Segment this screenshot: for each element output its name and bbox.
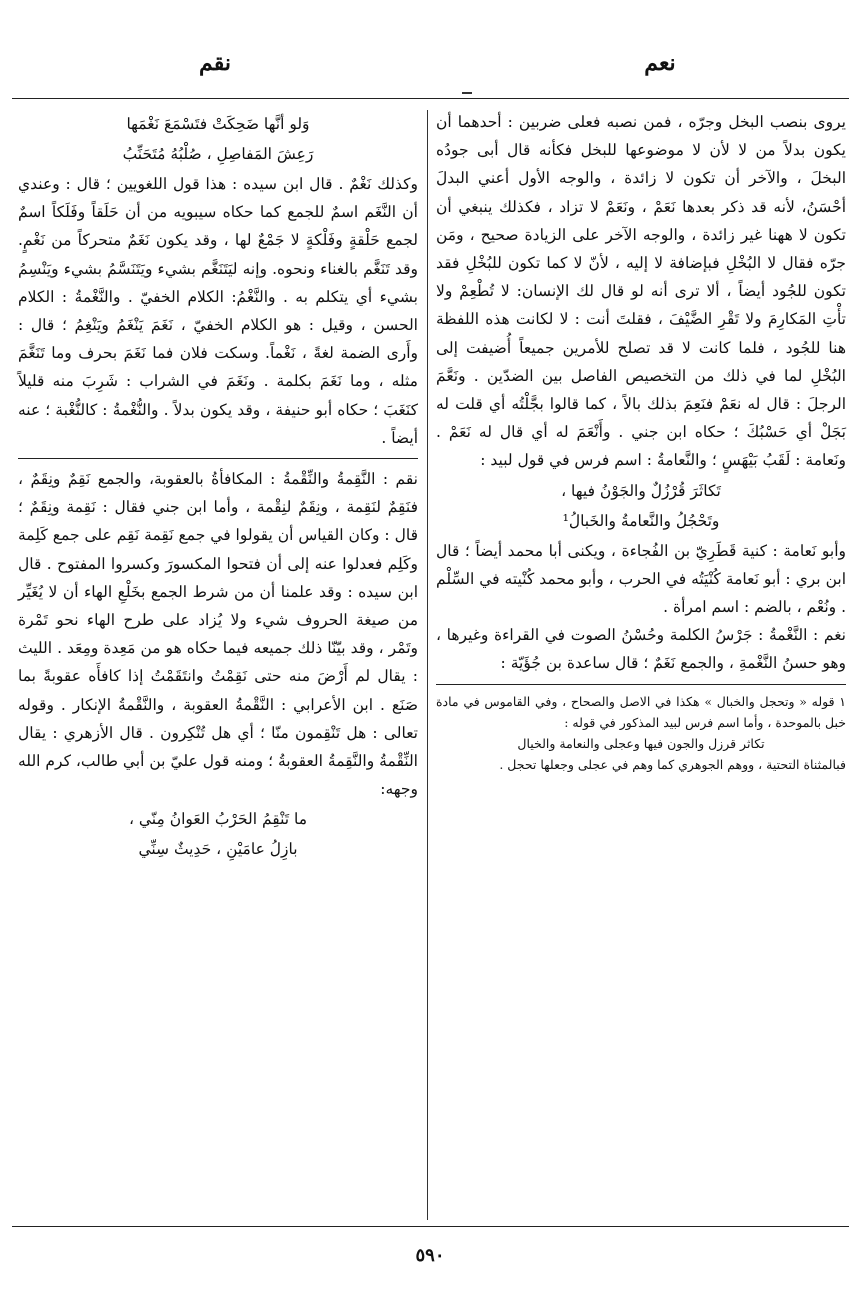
footnote-text: ١ قوله « وتحجل والخبال » هكذا في الاصل والصحاح ، وفي القاموس في مادة خبل بالموحدة ، وأما اسم فرس لبيد المذكور في قوله : <box>436 693 846 730</box>
footnote-verse: تكاثر قرزل والجون فيها وعجلى والنعامة والخيال <box>517 735 765 751</box>
entry-nagham: نغم : النَّغْمةُ : جَرْسُ الكلمة وحُسْنُ الصوت في القراءة وغيرها ، وهو حسنُ النَّغْمةِ ، والجمع نَغَمٌ ؛ قال ساعدة بن جُؤَيّة : <box>436 626 846 673</box>
verse-line: تَكاثَرَ قُرْزُلٌ والجَوْنُ فيها ، <box>561 481 721 500</box>
verse-line: بازِلُ عامَيْنِ ، حَدِيثٌ سِنِّي <box>138 840 298 859</box>
header-entry-left: نقم <box>199 50 231 76</box>
footnote-text: فبالمثناة التحتية ، ووهم الجوهري كما وهم في عجلى وجعلها تحجل . <box>499 756 846 772</box>
verse-line: وتَحْجُلُ والنَّعامةُ والخَبالُ¹ <box>562 511 720 530</box>
page-number: ٥٩٠ <box>415 1245 445 1266</box>
entry-naqam: نقم : النَّقِمةُ والنِّقْمةُ : المكافأةُ بالعقوبة، والجمع نَقِمٌ ونِقَمٌ ، فنَقِمٌ لنَقِمة ، ونِقَمٌ لنِقْمة ، وأما ابن جني فقال : نَقِمة ونِقَمٌ ؛ قال : وكان القياس أن يقولوا في جمع نَقِمة نَقِم على جمع كَلِمة وكَلِم فعدلوا عنه إلى أن فتحوا المكسورَ وكسروا المفتوح . قال ابن سيده : وقد علمنا أن من شرط الجمع بخَلْعِ الهاء أن لا يُغَيِّر من صيغة الحروف شيء ولا يُزاد على طرح الهاء نحو تَمْرة وتَمْر ، وقد بيّنّا ذلك جميعه فيما حكاه هو من مَعِدة ومِعَد . الليث : يقال لم أَرْضَ منه حتى نَقِمْتُ وانتَقَمْتُ إذا كافأَه عقوبةً بما صَنَع . ابن الأعرابي : النَّقْمةُ العقوبة ، والنَّقْمةُ الإنكار . وقوله تعالى : هل تَنْقِمون منّا ؛ أي هل تُنْكِرون . قال الأزهري : يقال النِّقْمةُ والنَّقِمةُ العقوبةُ ؛ ومنه قول عليّ بن أبي طالب، كرم الله وجهه: <box>18 470 418 799</box>
bottom-rule <box>12 1226 849 1227</box>
footnote-separator <box>436 684 846 685</box>
header-entry-right: نعم <box>644 50 676 76</box>
verse-line: ما تَنْقِمُ الحَرْبُ العَوانُ مِنّي ، <box>128 810 308 829</box>
header-mark <box>462 92 472 94</box>
verse-line: رَعِشَ المَفاصِلِ ، صُلْبُهُ مُتَحَنِّبُ <box>122 145 314 163</box>
column-divider <box>427 110 428 1220</box>
right-paragraph: وأبو نَعامة : كنية قَطَرِيّ بن الفُجاءة ، ويكنى أبا محمد أيضاً ؛ قال ابن بري : أبو نَعامة كُنْيَتُه في الحرب ، وأبو محمد كُنْيته في السِّلْم . ونُعْم ، بالضم : اسم امرأة . <box>436 541 846 617</box>
verse-line: وَلو أنَّها ضَحِكَتْ فتَسْمَعَ نَغْمَها <box>126 115 310 133</box>
top-rule <box>12 98 849 99</box>
right-paragraph: يروى بنصب البخل وجرّه ، فمن نصبه فعلى ضربين : أحدهما أن يكون بدلاً من لا لأن لا موضوعها للبخل فكأنه قال أبى جودُه البخلَ ، والآخر أن تكون لا زائدة ، والوجه الأول أعني البدلَ أحْسَنُ، لأنه قد ذكر بعدها نَعَمْ ، ونَعَمْ لا تزاد ، فكذلك ينبغي أن تكون لا ههنا غير زائدة ، والوجه الآخر على الزيادة صحيح ، ومَن جرّه فقال لا البُخْلِ فبإضافة لا إليه ، لأنّ لا كما تكون للبُخْلِ فقد تكون للجُود أيضاً ، ألا ترى أنه لو قال لك الإنسان: لا تُطْعِمْ ولا تأْتِ المَكارِمَ ولا تَقْرِ الضَّيْفَ ، فقلتَ أنت : لا لكانت هذه اللفظة هنا للجُود ، فلما كانت لا قد تصلح للأمرين جميعاً أُضيفت إلى البُخْلِ لما في ذلك من التخصيص الفاصل بين الضدّين . ونَعَّمَ الرجلَ : قال له نعَمْ فنَعِمَ بذلك بالاً ، كما قالوا بجَّلْتُه أي قلت له بَجَلْ أي حَسْبُكَ ؛ حكاه ابن جني . وأَنْعَمَ له أي قال له نَعَمْ . ونَعامة : لَقَبُ بَيْهَسٍ ؛ والنَّعامةُ : اسم فرس في قول لبيد : <box>436 113 847 470</box>
left-paragraph: وكذلك نَغْمٌ . قال ابن سيده : هذا قول اللغويين ؛ قال : وعندي أن النَّغَم اسمٌ للجمع كما حكاه سيبويه من أن حَلَقاً وفَلَكاً اسمٌ لجمع حَلْقةٍ وفَلْكةٍ لا جَمْعٌ لها ، وقد يكون نَغَمٌ متحركاً من نَغْمٍ. وقد تَنَغَّم بالغناء ونحوه. وإنه ليَتَنَغَّم بشيء ويَتَنَسَّمُ بشيء ويَنْسِمُ بشيء أي يتكلم به . والنَّغْمُ: الكلام الخفيّ . والنَّغْمةُ : الكلام الحسن ، وقيل : هو الكلام الخفيّ ، نَغَمَ يَنْغَمُ ويَنْغِمُ ؛ قال : وأَرى الضمة لغةً ، نَغْماً. وسكت فلان فما نَغَمَ بحرف وما تَنَغَّمَ مثله ، وما نَغَمَ بكلمة . ونَغَمَ في الشراب : شَرِبَ منه قليلاً كنَغَبَ ؛ حكاه أبو حنيفة ، وقد يكون بدلاً . والنُّغْمةُ : كالنُّغْبة ؛ عنه أيضاً . <box>18 175 418 447</box>
entry-separator <box>18 458 418 459</box>
right-column <box>436 108 846 775</box>
left-column <box>18 108 418 865</box>
